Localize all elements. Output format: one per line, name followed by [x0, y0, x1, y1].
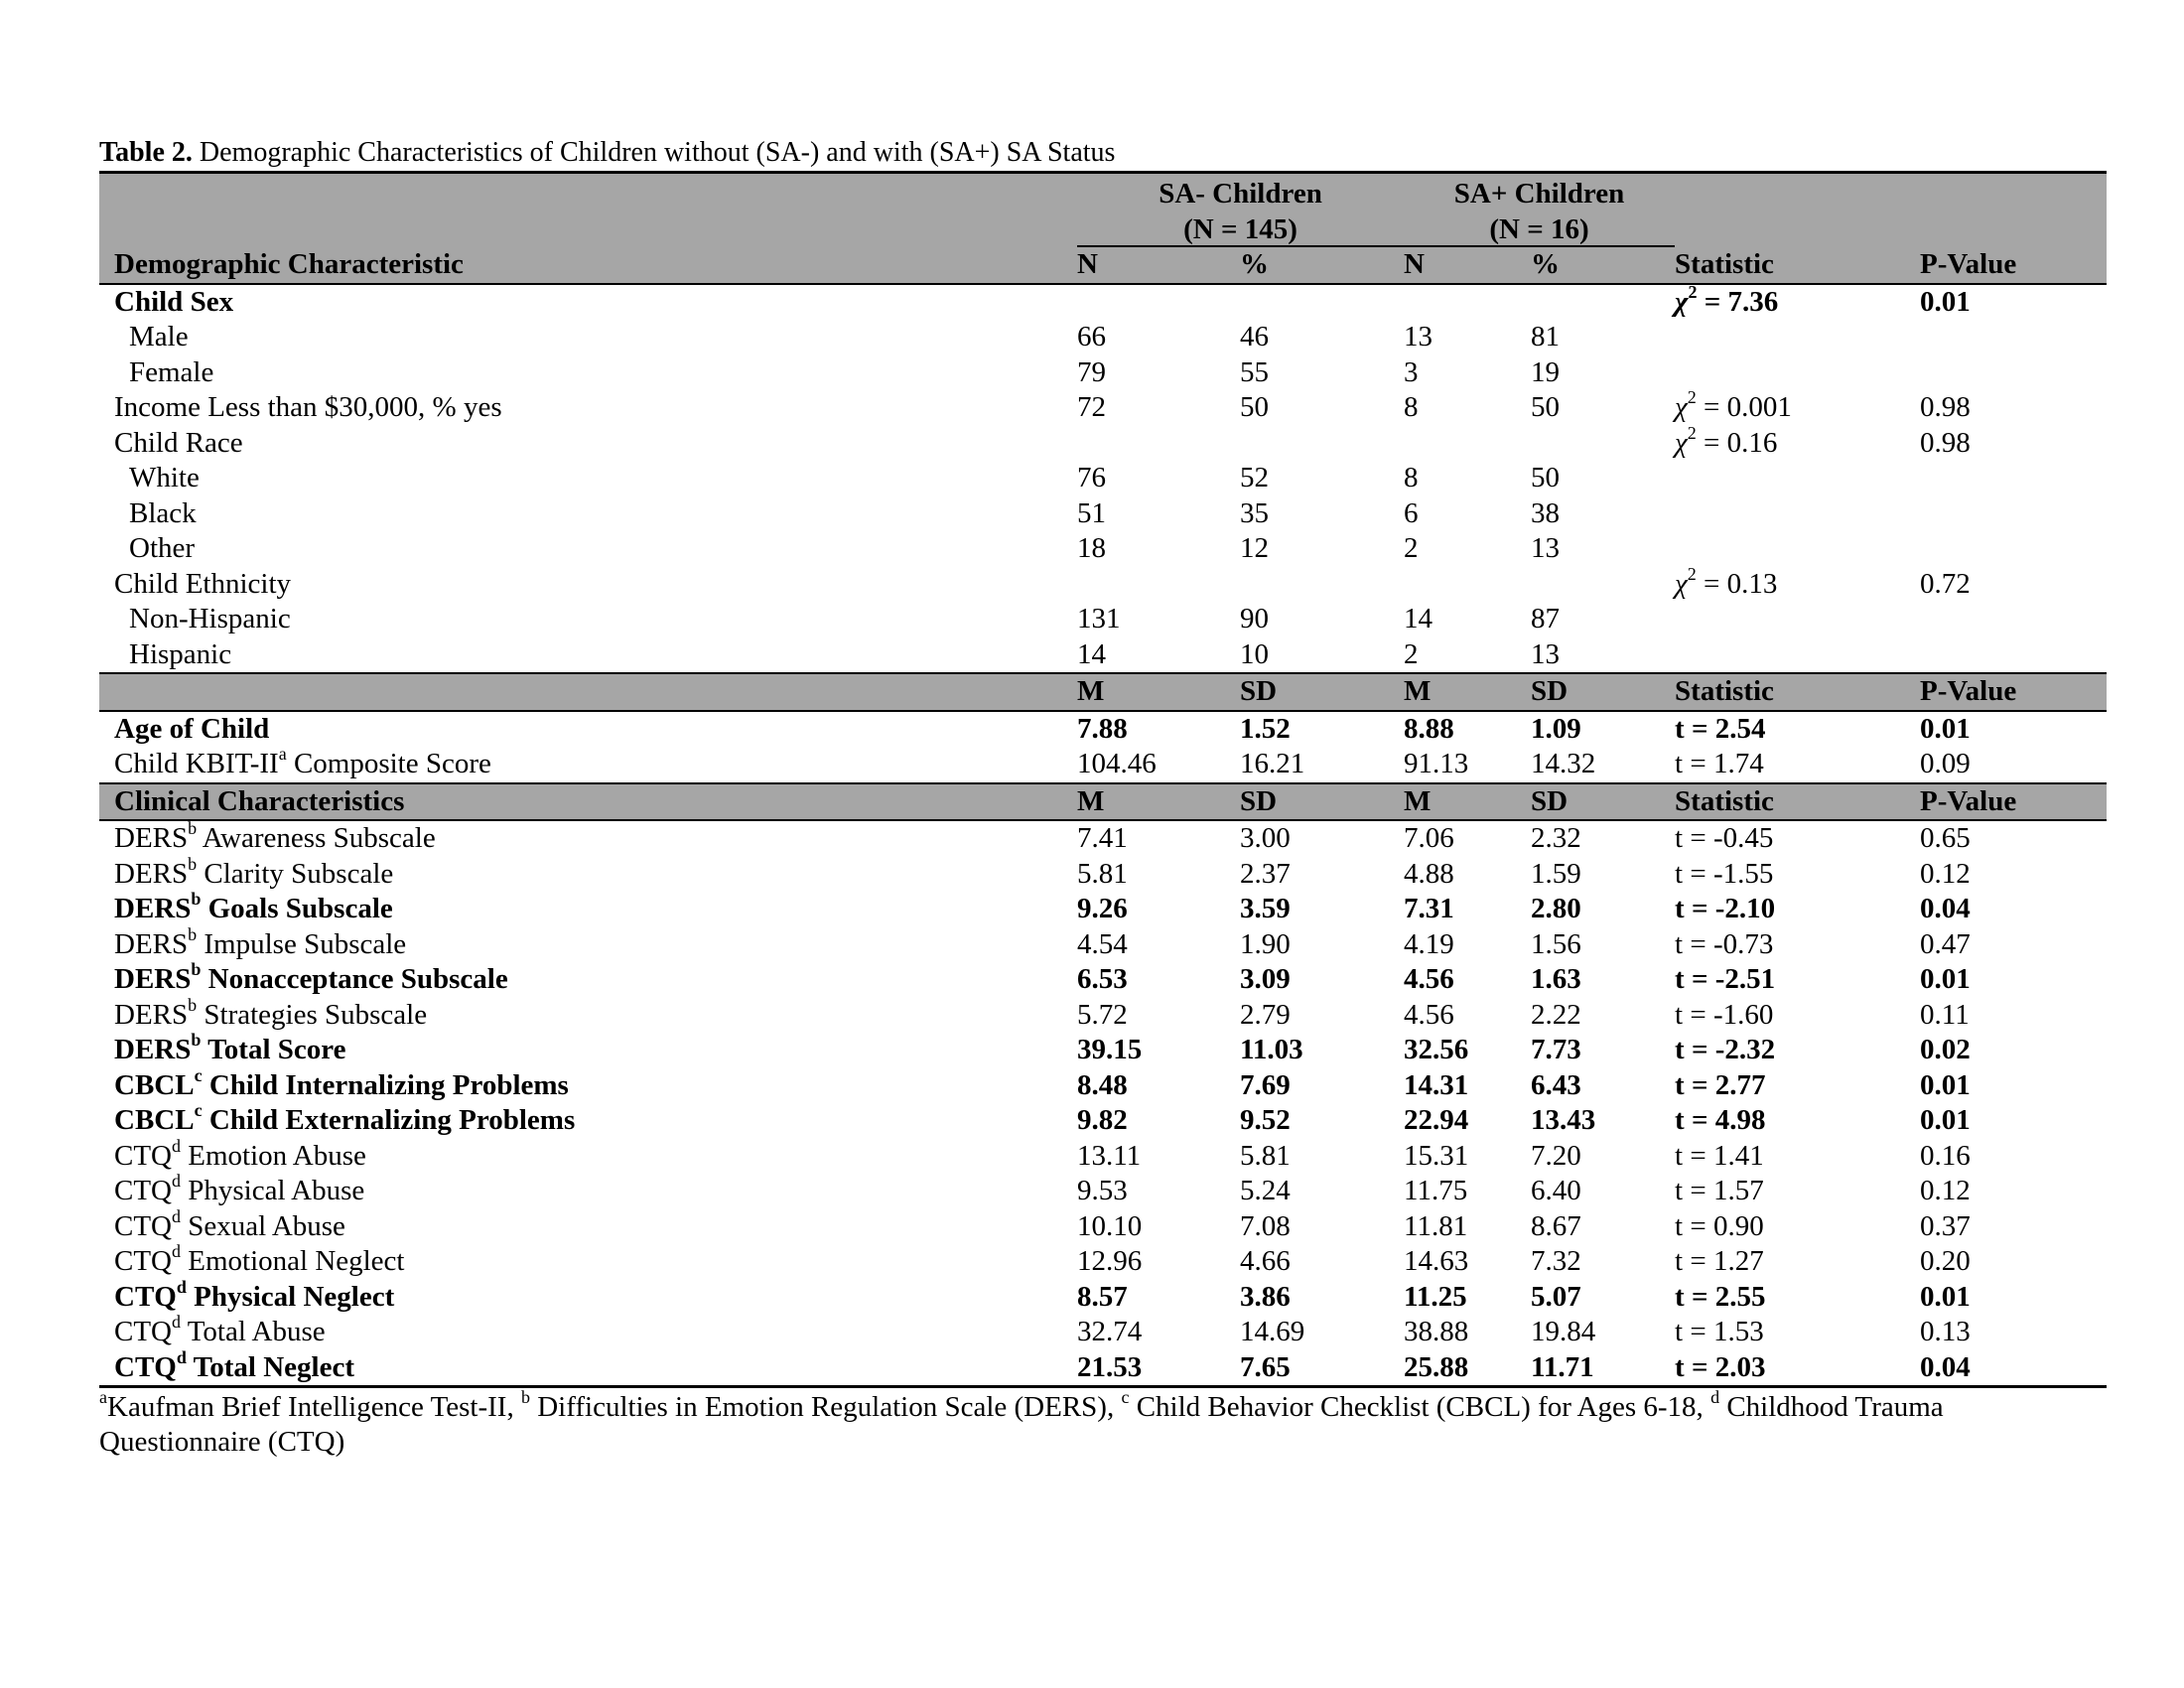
cell-statistic — [1675, 602, 1920, 637]
cell-n-sa-plus: 8 — [1404, 462, 1419, 493]
cell-sd-sa-minus: 3.00 — [1240, 822, 1291, 854]
cell-m-sa-plus: 22.94 — [1404, 1104, 1469, 1136]
cell-m-sa-minus: 9.53 — [1077, 1175, 1128, 1206]
row-label: White — [129, 462, 200, 493]
chi-symbol: χ — [1675, 285, 1689, 318]
cell-n-sa-minus — [1077, 284, 1240, 321]
table-row — [99, 1209, 2107, 1245]
cell-statistic: t = 2.03 — [1675, 1350, 1920, 1387]
cell-pct-sa-plus — [1531, 567, 1675, 603]
cell-p-value: 0.04 — [1920, 1350, 2107, 1387]
cell-p-value: 0.72 — [1920, 567, 1971, 600]
cell-p-value: 0.20 — [1920, 1245, 1971, 1277]
demographics-table — [99, 171, 2107, 1388]
row-label: Age of Child — [114, 712, 270, 745]
cell-statistic — [1675, 531, 1920, 567]
table-row — [99, 461, 2107, 496]
cell-p-value: 0.37 — [1920, 1209, 1971, 1242]
row-label: DERS$^b$ Nonacceptance Subscale — [114, 959, 508, 995]
cell-sd-sa-plus: 1.63 — [1531, 963, 1581, 995]
cell-sd-sa-plus: 8.67 — [1531, 1209, 1581, 1242]
cell-sd-sa-plus: 2.22 — [1531, 998, 1581, 1031]
cell-m-sa-minus: 13.11 — [1077, 1139, 1142, 1172]
cell-statistic — [1675, 637, 1920, 674]
cell-statistic: t = -1.55 — [1675, 857, 1774, 890]
cell-m-sa-plus: 4.56 — [1404, 963, 1454, 995]
cell-statistic — [1675, 563, 1920, 603]
row-label: Black — [129, 496, 197, 529]
table-row — [99, 1174, 2107, 1209]
row-label: Male — [129, 321, 189, 352]
table-body — [99, 173, 2107, 1387]
cell-pct-sa-minus: 12 — [1240, 532, 1269, 564]
chi-symbol: χ — [1675, 567, 1688, 600]
cell-p-value: 0.01 — [1920, 712, 1971, 745]
cell-n-sa-plus: 3 — [1404, 355, 1419, 388]
cell-n-sa-plus: 2 — [1404, 532, 1419, 564]
cell-p-value — [1920, 461, 2107, 496]
row-label: DERS$^b$ Total Score — [114, 1030, 346, 1065]
cell-sd-sa-plus: 2.32 — [1531, 822, 1581, 854]
cell-sd-sa-minus: 7.69 — [1240, 1068, 1291, 1101]
row-label: CTQ$^d$ Physical Neglect — [114, 1276, 395, 1313]
cell-sd-sa-minus: 11.03 — [1240, 1034, 1303, 1065]
cell-sd-sa-plus: 14.32 — [1531, 748, 1596, 779]
cell-p-value: 0.47 — [1920, 927, 1971, 960]
cell-p-value: 0.01 — [1920, 1068, 1971, 1101]
cell-p-value: 0.01 — [1920, 1280, 1971, 1313]
cell-sd-sa-minus: 9.52 — [1240, 1104, 1291, 1136]
cell-pct-sa-plus: 19 — [1531, 355, 1561, 388]
cell-m-sa-minus: 4.54 — [1077, 927, 1128, 960]
cell-n-sa-plus: 13 — [1404, 321, 1433, 352]
header-label: Clinical Characteristics — [99, 783, 1077, 821]
cell-m-sa-plus: 25.88 — [1404, 1350, 1531, 1387]
cell-p-value: 0.04 — [1920, 893, 1971, 924]
row-label: Non-Hispanic — [129, 603, 291, 634]
cell-sd-sa-minus: 1.90 — [1240, 927, 1291, 960]
clinical-header-row — [99, 783, 2107, 821]
header-m-sa-plus: M — [1404, 673, 1531, 711]
cell-p-value: 0.12 — [1920, 1175, 1971, 1206]
cell-sd-sa-minus: 1.52 — [1240, 712, 1291, 745]
header-n-sa-plus: N — [1404, 246, 1531, 284]
cell-p-value: 0.11 — [1920, 998, 1970, 1031]
cell-n-sa-plus: 8 — [1404, 391, 1419, 423]
cell-statistic: t = -2.51 — [1675, 963, 1776, 995]
cell-m-sa-plus: 32.56 — [1404, 1034, 1469, 1065]
cell-p-value: 0.01 — [1920, 285, 1971, 318]
cell-pct-sa-plus — [1531, 284, 1675, 321]
cell-n-sa-minus — [1077, 567, 1240, 603]
sa-minus-group-n: (N = 145) — [1077, 210, 1404, 246]
cell-p-value — [1920, 496, 2107, 532]
cell-pct-sa-minus: 90 — [1240, 603, 1269, 634]
cell-sd-sa-plus: 5.07 — [1531, 1280, 1581, 1313]
table-row — [99, 496, 2107, 532]
cell-statistic: t = 1.57 — [1675, 1175, 1764, 1206]
row-label: CBCL$^c$ Child Externalizing Problems — [114, 1100, 576, 1136]
row-label: CBCL$^c$ Child Internalizing Problems — [114, 1064, 569, 1101]
cell-pct-sa-plus: 81 — [1531, 321, 1561, 352]
table-number: Table 2. — [99, 137, 193, 168]
cell-statistic — [1675, 355, 1920, 391]
cell-statistic: t = -1.60 — [1675, 998, 1774, 1031]
cell-p-value: 0.98 — [1920, 391, 1971, 423]
cell-p-value — [1920, 320, 2107, 355]
row-label: DERS$^b$ Goals Subscale — [114, 889, 393, 924]
row-label: CTQ$^d$ Total Abuse — [114, 1312, 326, 1347]
cell-m-sa-minus: 104.46 — [1077, 748, 1157, 779]
cell-statistic — [1675, 281, 1920, 321]
cell-sd-sa-minus: 3.59 — [1240, 893, 1291, 924]
table-document — [99, 135, 2107, 1460]
table-row — [99, 1033, 2107, 1068]
table-row — [99, 1280, 2107, 1316]
header-label — [99, 673, 1077, 711]
cell-m-sa-plus: 15.31 — [1404, 1139, 1469, 1172]
cell-statistic: t = 2.55 — [1675, 1280, 1766, 1313]
header-p-value: P-Value — [1920, 673, 2107, 711]
header-statistic: Statistic — [1675, 673, 1920, 711]
cell-m-sa-minus: 12.96 — [1077, 1245, 1143, 1277]
cell-statistic: t = 4.98 — [1675, 1104, 1766, 1136]
cell-n-sa-plus — [1404, 426, 1531, 462]
cell-pct-sa-minus: 10 — [1240, 637, 1269, 670]
header-p-value: P-Value — [1920, 783, 2107, 821]
row-label: CTQ$^d$ Physical Abuse — [114, 1171, 365, 1206]
table-row — [99, 1103, 2107, 1139]
cell-pct-sa-plus: 87 — [1531, 603, 1561, 634]
cell-statistic: t = 2.54 — [1675, 712, 1766, 745]
cell-n-sa-minus: 72 — [1077, 391, 1106, 423]
cell-sd-sa-minus: 5.81 — [1240, 1139, 1291, 1172]
cell-m-sa-plus: 4.56 — [1404, 998, 1454, 1031]
table-row — [99, 1139, 2107, 1175]
row-label: Child KBIT-$II^a$ Composite Score — [114, 744, 491, 779]
cell-p-value: 0.16 — [1920, 1139, 1971, 1172]
cell-m-sa-minus: 32.74 — [1077, 1316, 1143, 1347]
cell-m-sa-minus: 8.48 — [1077, 1068, 1128, 1101]
cell-p-value: 0.98 — [1920, 426, 1971, 459]
cell-m-sa-plus: 11.75 — [1404, 1175, 1468, 1206]
group-header-row-2 — [99, 210, 2107, 246]
cell-p-value: 0.65 — [1920, 822, 1971, 854]
row-label: Other — [129, 532, 196, 564]
cell-pct-sa-plus: 50 — [1531, 462, 1561, 493]
table-caption: Demographic Characteristics of Children without (SA-) and with (SA+) SA Status — [192, 137, 1116, 168]
cell-m-sa-plus: 38.88 — [1404, 1316, 1469, 1347]
table-row — [99, 355, 2107, 391]
cell-m-sa-minus: 6.53 — [1077, 963, 1128, 995]
cell-sd-sa-minus: 2.37 — [1240, 857, 1291, 890]
cell-statistic: t = -2.32 — [1675, 1034, 1776, 1065]
table-row — [99, 426, 2107, 462]
table-row — [99, 820, 2107, 857]
table-row — [99, 1350, 2107, 1387]
table-row — [99, 1315, 2107, 1350]
header-statistic: Statistic — [1675, 783, 1920, 821]
header-m-sa-minus: M — [1077, 673, 1240, 711]
cell-sd-sa-minus: 5.24 — [1240, 1175, 1291, 1206]
header-m-sa-minus: M — [1077, 783, 1240, 821]
cell-p-value — [1920, 637, 2107, 674]
cell-n-sa-minus: 76 — [1077, 462, 1106, 493]
cell-m-sa-minus: 5.72 — [1077, 998, 1128, 1031]
cell-sd-sa-plus: 6.43 — [1531, 1068, 1581, 1101]
cell-n-sa-plus: 6 — [1404, 496, 1419, 529]
chi-symbol: χ — [1675, 391, 1688, 423]
row-label: Child Sex — [114, 285, 234, 318]
header-pct-sa-plus: % — [1531, 246, 1675, 284]
table-footnote: $^a$Kaufman Brief Intelligence Test-II, $^b$ Difficulties in Emotion Regulation Scale (DERS), $^c$ Child Behavior Checklist (CBCL) for Ages 6-18, $^d$ Childhood Trauma Questionnaire (CTQ) — [99, 1387, 1944, 1458]
table-row — [99, 390, 2107, 426]
cell-sd-sa-plus: 7.32 — [1531, 1245, 1581, 1277]
cell-m-sa-minus: 7.41 — [1077, 822, 1128, 854]
mean-sd-header-row — [99, 673, 2107, 711]
statistic-value: $^2$ = 0.001 — [1687, 387, 1792, 423]
cell-statistic: t = 1.27 — [1675, 1245, 1764, 1277]
header-demographic-characteristic: Demographic Characteristic — [99, 246, 1077, 284]
row-label: CTQ$^d$ Sexual Abuse — [114, 1205, 345, 1242]
row-label: Female — [129, 355, 214, 388]
cell-sd-sa-plus: 11.71 — [1531, 1350, 1675, 1387]
row-label: Child Ethnicity — [114, 567, 292, 600]
cell-m-sa-plus: 14.31 — [1404, 1068, 1469, 1101]
cell-sd-sa-minus: 7.65 — [1240, 1350, 1404, 1387]
cell-pct-sa-plus — [1531, 426, 1675, 462]
cell-sd-sa-minus: 7.08 — [1240, 1209, 1291, 1242]
cell-statistic: t = 0.90 — [1675, 1209, 1764, 1242]
table-row — [99, 320, 2107, 355]
cell-m-sa-minus: 10.10 — [1077, 1209, 1143, 1242]
cell-pct-sa-plus: 13 — [1531, 637, 1561, 670]
cell-sd-sa-minus: 16.21 — [1240, 748, 1305, 779]
header-sd-sa-plus: SD — [1531, 783, 1675, 821]
cell-statistic — [1675, 387, 1920, 426]
table-row — [99, 637, 2107, 674]
cell-sd-sa-plus: 1.59 — [1531, 857, 1581, 890]
cell-sd-sa-plus: 7.20 — [1531, 1139, 1581, 1172]
table-row — [99, 1068, 2107, 1104]
cell-p-value — [1920, 602, 2107, 637]
table-title — [99, 135, 2107, 171]
cell-statistic — [1675, 496, 1920, 532]
cell-sd-sa-plus: 7.73 — [1531, 1034, 1581, 1065]
chi-symbol: χ — [1675, 426, 1688, 459]
cell-sd-sa-minus: 3.09 — [1240, 963, 1291, 995]
cell-n-sa-plus — [1404, 284, 1531, 321]
cell-n-sa-minus: 51 — [1077, 496, 1106, 529]
cell-pct-sa-minus: 55 — [1240, 355, 1269, 388]
cell-pct-sa-minus — [1240, 567, 1404, 603]
row-label: CTQ$^d$ Emotional Neglect — [114, 1241, 405, 1277]
cell-sd-sa-plus: 13.43 — [1531, 1104, 1596, 1136]
cell-statistic: t = 1.74 — [1675, 748, 1764, 779]
cell-n-sa-plus — [1404, 567, 1531, 603]
cell-statistic: t = 2.77 — [1675, 1068, 1766, 1101]
cell-m-sa-plus: 7.31 — [1404, 893, 1454, 924]
cell-pct-sa-plus: 38 — [1531, 496, 1561, 529]
cell-statistic — [1675, 461, 1920, 496]
table-row — [99, 284, 2107, 321]
row-label: Child Race — [114, 426, 243, 459]
cell-statistic: t = 1.53 — [1675, 1316, 1764, 1347]
cell-p-value: 0.09 — [1920, 748, 1971, 779]
header-sd-sa-minus: SD — [1240, 673, 1404, 711]
cell-m-sa-minus: 39.15 — [1077, 1034, 1143, 1065]
cell-statistic: t = -0.73 — [1675, 927, 1774, 960]
table-row — [99, 1244, 2107, 1280]
table-row — [99, 927, 2107, 963]
cell-statistic — [1675, 422, 1920, 462]
cell-sd-sa-minus: 4.66 — [1240, 1245, 1291, 1277]
cell-m-sa-plus: 11.25 — [1404, 1280, 1467, 1313]
cell-pct-sa-minus — [1240, 426, 1404, 462]
cell-sd-sa-minus: 3.86 — [1240, 1280, 1291, 1313]
cell-p-value: 0.01 — [1920, 1104, 1971, 1136]
cell-n-sa-plus: 2 — [1404, 637, 1419, 670]
cell-p-value — [1920, 355, 2107, 391]
cell-sd-sa-plus: 2.80 — [1531, 893, 1581, 924]
table-row — [99, 747, 2107, 783]
cell-sd-sa-minus: 2.79 — [1240, 998, 1291, 1031]
cell-statistic: t = -2.10 — [1675, 893, 1776, 924]
table-row — [99, 531, 2107, 567]
sa-plus-group-label: SA+ Children — [1404, 173, 1675, 211]
cell-m-sa-plus: 14.63 — [1404, 1245, 1469, 1277]
header-pct-sa-minus: % — [1240, 246, 1404, 284]
cell-pct-sa-minus — [1240, 284, 1404, 321]
cell-sd-sa-plus: 1.56 — [1531, 927, 1581, 960]
cell-sd-sa-plus: 6.40 — [1531, 1175, 1581, 1206]
cell-m-sa-plus: 91.13 — [1404, 748, 1469, 779]
cell-p-value: 0.02 — [1920, 1034, 1971, 1065]
cell-m-sa-plus: 4.19 — [1404, 927, 1454, 960]
header-sd-sa-plus: SD — [1531, 673, 1675, 711]
cell-statistic: t = -0.45 — [1675, 822, 1774, 854]
row-label: CTQ$^d$ Total Neglect — [99, 1350, 1077, 1387]
sa-plus-group-n: (N = 16) — [1404, 210, 1675, 246]
table-row — [99, 892, 2107, 927]
cell-statistic: t = 1.41 — [1675, 1139, 1764, 1172]
header-n-sa-minus: N — [1077, 246, 1240, 284]
cell-n-sa-minus: 66 — [1077, 321, 1106, 352]
cell-sd-sa-minus: 14.69 — [1240, 1316, 1305, 1347]
table-row — [99, 857, 2107, 893]
cell-p-value — [1920, 531, 2107, 567]
cell-n-sa-minus — [1077, 426, 1240, 462]
cell-sd-sa-plus: 1.09 — [1531, 712, 1581, 745]
group-header-row-1 — [99, 173, 2107, 211]
statistic-value: $^2$ = 0.16 — [1687, 422, 1778, 459]
header-p-value: P-Value — [1920, 246, 2107, 284]
row-label: CTQ$^d$ Emotion Abuse — [114, 1135, 366, 1172]
statistic-value: $^2$ = 0.13 — [1687, 563, 1778, 600]
cell-pct-sa-plus: 50 — [1531, 391, 1561, 423]
row-label: Income Less than $30,000, % yes — [114, 391, 502, 423]
cell-m-sa-minus: 9.82 — [1077, 1104, 1128, 1136]
row-label: DERS$^b$ Impulse Subscale — [114, 923, 407, 960]
cell-m-sa-plus: 11.81 — [1404, 1209, 1468, 1242]
cell-m-sa-plus: 4.88 — [1404, 857, 1454, 890]
cell-m-sa-plus: 7.06 — [1404, 822, 1454, 854]
header-statistic: Statistic — [1675, 246, 1920, 284]
cell-n-sa-minus: 14 — [1077, 637, 1106, 670]
header-sd-sa-minus: SD — [1240, 783, 1404, 821]
row-label: DERS$^b$ Awareness Subscale — [114, 818, 436, 854]
table-row — [99, 602, 2107, 637]
statistic-value: $^2$ = 7.36 — [1688, 281, 1779, 318]
cell-n-sa-minus: 131 — [1077, 603, 1121, 634]
cell-n-sa-minus: 79 — [1077, 355, 1106, 388]
cell-n-sa-minus: 18 — [1077, 532, 1106, 564]
table-row — [99, 711, 2107, 748]
cell-pct-sa-minus: 52 — [1240, 462, 1269, 493]
row-label: Hispanic — [129, 637, 232, 670]
cell-sd-sa-plus: 19.84 — [1531, 1316, 1596, 1347]
cell-pct-sa-minus: 46 — [1240, 321, 1269, 352]
cell-p-value: 0.12 — [1920, 857, 1971, 890]
row-label: DERS$^b$ Strategies Subscale — [114, 994, 428, 1031]
cell-pct-sa-minus: 35 — [1240, 496, 1269, 529]
cell-m-sa-minus: 8.57 — [1077, 1280, 1128, 1313]
cell-m-sa-minus: 5.81 — [1077, 857, 1128, 890]
cell-m-sa-plus: 8.88 — [1404, 712, 1454, 745]
cell-pct-sa-plus: 13 — [1531, 532, 1561, 564]
cell-p-value: 0.01 — [1920, 963, 1971, 995]
cell-m-sa-minus: 21.53 — [1077, 1350, 1240, 1387]
cell-m-sa-minus: 9.26 — [1077, 893, 1128, 924]
table-row — [99, 962, 2107, 998]
table-row — [99, 998, 2107, 1034]
cell-pct-sa-minus: 50 — [1240, 391, 1269, 423]
cell-n-sa-plus: 14 — [1404, 603, 1433, 634]
cell-m-sa-minus: 7.88 — [1077, 712, 1128, 745]
cell-statistic — [1675, 320, 1920, 355]
sa-minus-group-label: SA- Children — [1077, 173, 1404, 211]
column-header-row — [99, 246, 2107, 284]
table-row — [99, 567, 2107, 603]
cell-p-value: 0.13 — [1920, 1316, 1971, 1347]
row-label: DERS$^b$ Clarity Subscale — [114, 853, 394, 890]
header-m-sa-plus: M — [1404, 783, 1531, 821]
